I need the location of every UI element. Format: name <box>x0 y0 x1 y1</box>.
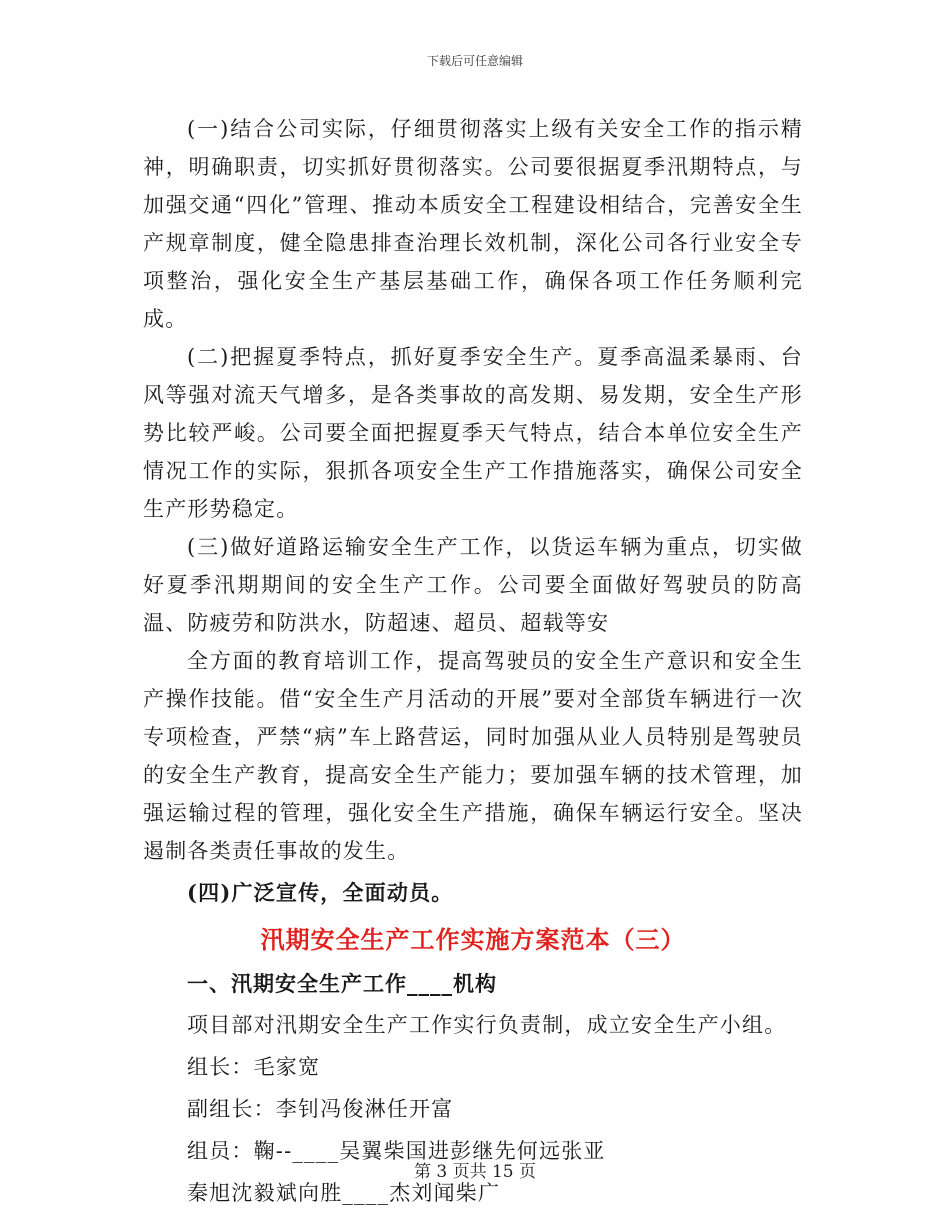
leader-line: 组长：毛家宽 <box>187 1055 321 1079</box>
intro-line: 项目部对汛期安全生产工作实行负责制，成立安全生产小组。 <box>187 1013 787 1037</box>
members-continued-line: 秦旭沈毅斌向胜____杰刘闻柴广 <box>187 1181 501 1205</box>
paragraph-3: (三)做好道路运输安全生产工作，以货运车辆为重点，切实做好夏季汛期期间的安全生产工作。公司要全面做好驾驶员的防高温、防疲劳和防洪水，防超速、超员、超载等安 <box>143 535 803 635</box>
vice-leader-line: 副组长：李钊冯俊淋任开富 <box>187 1097 454 1121</box>
page-footer: 第 3 页共 15 页 <box>413 1162 537 1182</box>
paragraph-4: 全方面的教育培训工作，提高驾驶员的安全生产意识和安全生产操作技能。借“安全生产月活动的开展”要对全部货车辆进行一次专项检查，严禁“病”车上路营运，同时加强从业人员特别是驾驶员的安全生产教育，提高安全生产能力；要加强车辆的技术管理，加强运输过程的管理，强化安全生产措施，确保车辆运行安全。坚决遏制各类责任事故的发生。 <box>143 649 803 863</box>
bold-item-four: (四)广泛宣传，全面动员。 <box>187 880 454 905</box>
section-title: 汛期安全生产工作实施方案范本（三） <box>260 925 686 954</box>
heading-organization: 一、汛期安全生产工作____机构 <box>187 971 497 996</box>
paragraph-1: (一)结合公司实际，仔细贯彻落实上级有关安全工作的指示精神，明确职责，切实抓好贯彻落实。公司要很据夏季汛期特点，与加强交通“四化”管理、推动本质安全工程建设相结合，完善安全生产规章制度，健全隐患排查治理长效机制，深化公司各行业安全专项整治，强化安全生产基层基础工作，确保各项工作任务顺利完成。 <box>143 117 803 331</box>
paragraph-2: (二)把握夏季特点，抓好夏季安全生产。夏季高温柔暴雨、台风等强对流天气增多，是各类事故的高发期、易发期，安全生产形势比较严峻。公司要全面把握夏季天气特点，结合本单位安全生产情况工作的实际，狠抓各项安全生产工作措施落实，确保公司安全生产形势稳定。 <box>143 345 803 521</box>
members-line: 组员：鞠--____吴翼柴国进彭继先何远张亚 <box>187 1139 606 1163</box>
document-body <box>143 110 803 1214</box>
page-header: 下载后可任意编辑 <box>426 54 523 68</box>
